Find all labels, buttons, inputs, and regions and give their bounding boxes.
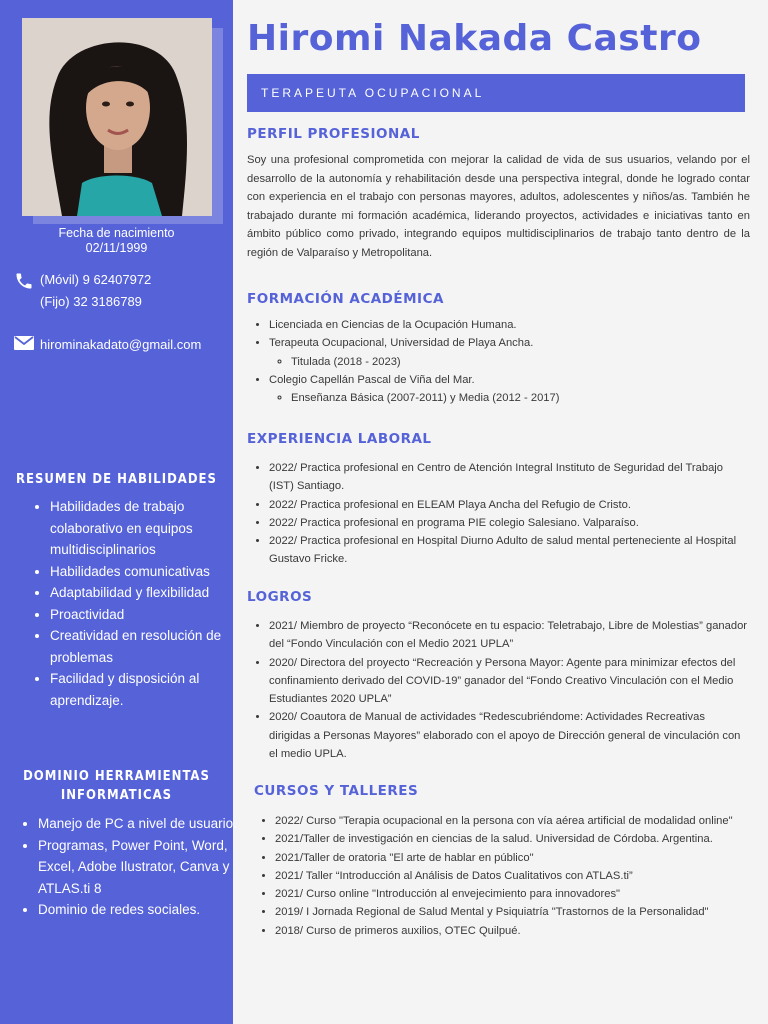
- skill-item: • Proactividad: [50, 604, 230, 626]
- mail-icon: [14, 335, 36, 357]
- course-item: • 2018/ Curso de primeros auxilios, OTEC Quilpué.: [275, 922, 750, 940]
- section-title-logros: LOGROS: [247, 589, 313, 605]
- education-item-text: Colegio Capellán Pascal de Viña del Mar.: [269, 373, 475, 386]
- email-link[interactable]: hirominakadato@gmail.com: [40, 337, 202, 352]
- education-item: • Licenciada en Ciencias de la Ocupación Humana.: [269, 316, 749, 334]
- portrait-illustration: [22, 18, 212, 216]
- education-list: [247, 316, 749, 407]
- main-content: [233, 0, 768, 1024]
- section-title-perfil: PERFIL PROFESIONAL: [247, 126, 420, 142]
- phone-contact: [10, 269, 230, 313]
- education-item: [269, 371, 749, 408]
- birthdate-value: 02/11/1999: [85, 241, 148, 255]
- birthdate-block: [0, 226, 233, 256]
- course-item: • 2021/Taller de oratoria "El arte de hablar en público": [275, 849, 750, 867]
- skill-item: • Facilidad y disposición al aprendizaje.: [50, 668, 230, 711]
- course-item: • 2022/ Curso "Terapia ocupacional en la persona con vía aérea artificial de modalidad online": [275, 812, 750, 830]
- tools-title: [0, 767, 233, 805]
- course-item: • 2021/ Curso online "Introducción al envejecimiento para innovadores": [275, 885, 750, 903]
- profile-summary: Soy una profesional comprometida con mejorar la calidad de vida de sus usuarios, velando por el desarrollo de la autonomía y rehabilitación desde una perspectiva integral, donde he logrado contar con experiencia en el trabajo con personas mayores, adultos, adolescentes y niños/as. También he trabajado durante mi formación académica, liderando proyectos, actividades e iniciativas tanto en ámbito público como privado, integrando equipos multidisciplinarios de trabajo tanto dentro de la región de Valparaíso y Metropolitana.: [247, 154, 750, 259]
- tool-item: • Dominio de redes sociales.: [38, 899, 238, 921]
- phone-icon: [14, 271, 36, 293]
- education-subitem: ◦ Enseñanza Básica (2007-2011) y Media (2012 - 2017): [291, 389, 749, 407]
- email-contact: [10, 334, 230, 356]
- tool-item: • Manejo de PC a nivel de usuario.: [38, 813, 238, 835]
- skills-list: [32, 496, 230, 711]
- skill-item: • Habilidades comunicativas: [50, 561, 230, 583]
- profile-photo: [22, 18, 212, 216]
- course-item: • 2019/ I Jornada Regional de Salud Mental y Psiquiatría "Trastornos de la Personalidad": [275, 903, 750, 921]
- course-item: • 2021/Taller de investigación en ciencias de la salud. Universidad de Córdoba. Argentina.: [275, 830, 750, 848]
- job-title: TERAPEUTA OCUPACIONAL: [261, 86, 485, 100]
- education-item: [269, 334, 749, 371]
- sidebar: [0, 0, 237, 1024]
- education-item-text: Terapeuta Ocupacional, Universidad de Playa Ancha.: [269, 337, 534, 350]
- skills-title: RESUMEN DE HABILIDADES: [16, 472, 217, 487]
- section-title-cursos: CURSOS Y TALLERES: [254, 783, 419, 799]
- section-title-formacion: FORMACIÓN ACADÉMICA: [247, 291, 444, 307]
- experience-item: • 2022/ Practica profesional en ELEAM Playa Ancha del Refugio de Cristo.: [269, 496, 749, 514]
- experience-item: • 2022/ Practica profesional en programa PIE colegio Salesiano. Valparaíso.: [269, 514, 749, 532]
- birthdate-label: Fecha de nacimiento: [58, 226, 175, 240]
- course-item: • 2021/ Taller “Introducción al Análisis de Datos Cualitativos con ATLAS.ti”: [275, 867, 750, 885]
- experience-list: [247, 459, 749, 569]
- full-name: Hiromi Nakada Castro: [247, 18, 702, 59]
- tools-list: [20, 813, 238, 921]
- skill-item: • Habilidades de trabajo colaborativo en equipos multidisciplinarios: [50, 496, 230, 561]
- skill-item: • Adaptabilidad y flexibilidad: [50, 582, 230, 604]
- achievement-item: • 2021/ Miembro de proyecto “Reconócete en tu espacio: Teletrabajo, Libre de Molestias” ganador del “Fondo Vinculación con el Medio 2021 UPLA”: [269, 617, 749, 654]
- skill-item: • Creatividad en resolución de problemas: [50, 625, 230, 668]
- achievements-list: [247, 617, 749, 763]
- tools-title-line1: DOMINIO HERRAMIENTAS: [23, 769, 210, 784]
- education-subitem: ◦ Titulada (2018 - 2023): [291, 353, 749, 371]
- section-title-experiencia: EXPERIENCIA LABORAL: [247, 431, 432, 447]
- phone-mobile[interactable]: (Móvil) 9 62407972: [40, 272, 152, 287]
- tool-item: • Programas, Power Point, Word, Excel, Adobe Ilustrator, Canva y ATLAS.ti 8: [38, 835, 238, 900]
- courses-list: [253, 812, 750, 940]
- experience-item: • 2022/ Practica profesional en Centro de Atención Integral Instituto de Seguridad del Trabajo (IST) Santiago.: [269, 459, 749, 496]
- experience-item: • 2022/ Practica profesional en Hospital Diurno Adulto de salud mental perteneciente al Hospital Gustavo Fricke.: [269, 532, 749, 569]
- achievement-item: • 2020/ Directora del proyecto “Recreación y Persona Mayor: Agente para minimizar efectos del confinamiento derivado del COVID-19” ganador del “Fondo Creativo Vinculación con el Medio Estudiantes 2020 UPLA”: [269, 654, 749, 709]
- achievement-item: • 2020/ Coautora de Manual de actividades “Redescubriéndome: Actividades Recreativas dirigidas a Personas Mayores” elaborado con el apoyo de Dirección general de vinculación con el medio UPLA.: [269, 708, 749, 763]
- phone-fixed[interactable]: (Fijo) 32 3186789: [40, 294, 142, 309]
- role-banner: [247, 74, 745, 112]
- tools-title-line2: INFORMATICAS: [60, 788, 173, 803]
